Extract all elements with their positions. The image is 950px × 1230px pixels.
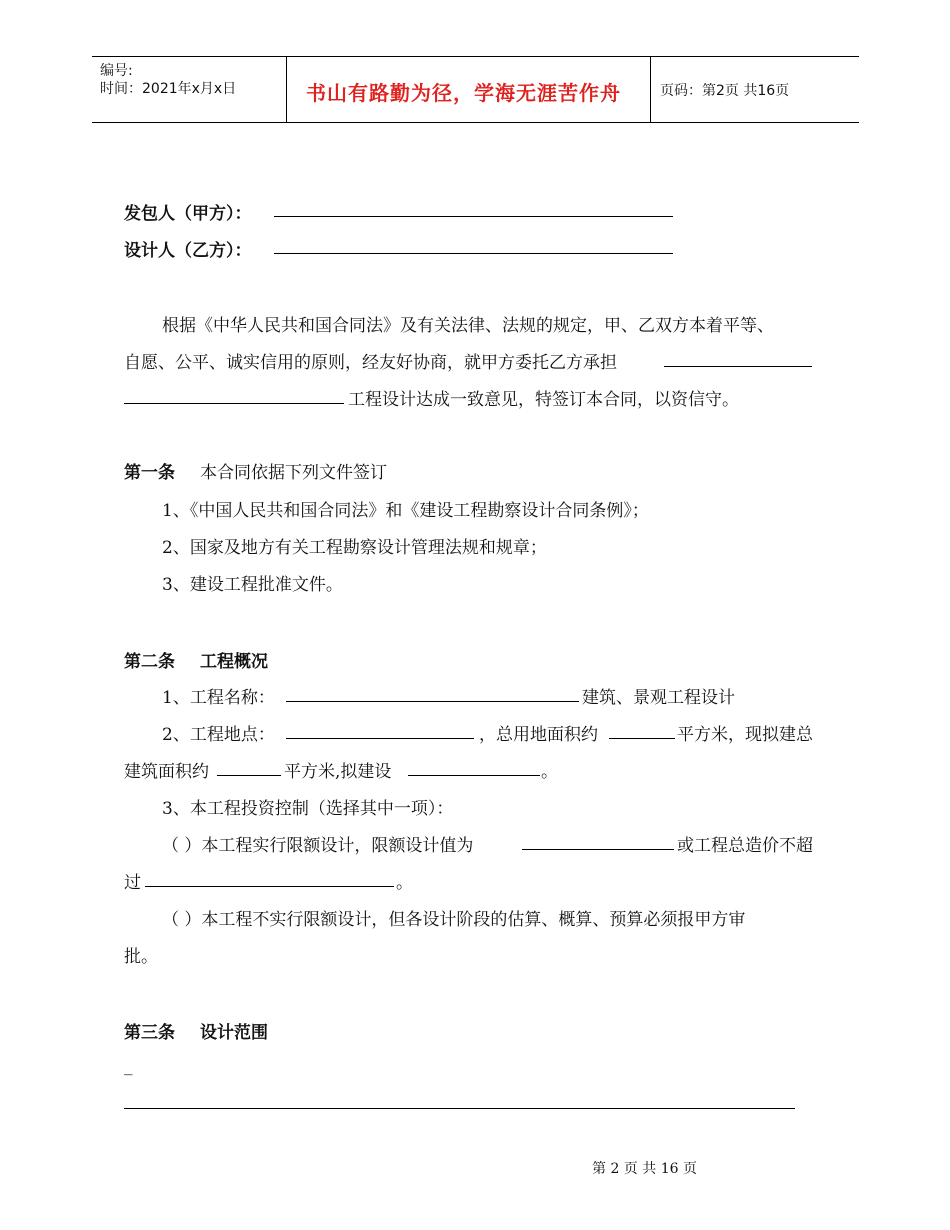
header-page-label: 页码：第2页 共16页 bbox=[660, 83, 790, 99]
land-area-blank bbox=[609, 738, 675, 739]
project-name-label: 1、工程名称： bbox=[162, 688, 275, 708]
project-site-blank bbox=[286, 738, 474, 739]
option-1-line-2-end: 。 bbox=[396, 873, 413, 893]
article-3-title: 第三条 bbox=[124, 1023, 175, 1043]
building-area-label: 建筑面积约 bbox=[124, 762, 209, 782]
intro-line-2: 自愿、公平、诚实信用的原则，经友好协商，就甲方委托乙方承担 bbox=[124, 353, 617, 373]
header-divider-left bbox=[286, 56, 287, 122]
header-bottom-border bbox=[92, 122, 859, 123]
article-2-heading: 工程概况 bbox=[200, 652, 268, 672]
party-a-blank bbox=[274, 216, 673, 217]
article-1-item-3: 3、建设工程批准文件。 bbox=[162, 575, 343, 595]
party-b-blank bbox=[274, 253, 673, 254]
project-name-blank bbox=[286, 701, 579, 702]
party-a-label: 发包人（甲方）： bbox=[124, 204, 252, 224]
article-1-item-2: 2、国家及地方有关工程勘察设计管理法规和规章； bbox=[162, 538, 547, 558]
design-scope-dash: _ bbox=[124, 1056, 133, 1076]
project-name-blank-2 bbox=[124, 403, 344, 404]
land-area-unit: 平方米，现拟建总 bbox=[677, 725, 813, 745]
building-area-unit: 平方米,拟建设 bbox=[284, 762, 392, 782]
option-1-line-1-end: 或工程总造价不超 bbox=[677, 836, 813, 856]
header-motto: 书山有路勤为径，学海无涯苦作舟 bbox=[306, 81, 621, 105]
document-number-label: 编号: bbox=[100, 63, 133, 79]
option-2-line-1: （ ）本工程不实行限额设计，但各设计阶段的估算、概算、预算必须报甲方审 bbox=[162, 910, 746, 930]
article-2-title: 第二条 bbox=[124, 652, 175, 672]
building-area-blank bbox=[217, 775, 281, 776]
party-b-label: 设计人（乙方）： bbox=[124, 241, 252, 261]
construction-blank bbox=[408, 775, 540, 776]
article-3-heading: 设计范围 bbox=[200, 1023, 268, 1043]
total-cost-blank bbox=[145, 886, 394, 887]
project-name-suffix: 建筑、景观工程设计 bbox=[582, 688, 735, 708]
project-name-blank-1 bbox=[664, 366, 812, 367]
limit-value-blank bbox=[522, 849, 674, 850]
article-1-heading: 本合同依据下列文件签订 bbox=[200, 463, 387, 483]
intro-line-1: 根据《中华人民共和国合同法》及有关法律、法规的规定，甲、乙双方本着平等、 bbox=[162, 316, 774, 336]
option-2-line-2: 批。 bbox=[124, 947, 158, 967]
option-1-line-1: （ ）本工程实行限额设计，限额设计值为 bbox=[162, 836, 474, 856]
building-area-end: 。 bbox=[541, 762, 558, 782]
design-scope-blank bbox=[124, 1108, 795, 1109]
document-time-label: 时间：2021年x月x日 bbox=[100, 81, 237, 97]
investment-control-label: 3、本工程投资控制（选择其中一项）： bbox=[162, 799, 454, 819]
article-1-item-1: 1、《中国人民共和国合同法》和《建设工程勘察设计合同条例》； bbox=[162, 501, 649, 521]
project-site-mid: ，总用地面积约 bbox=[479, 725, 598, 745]
article-1-title: 第一条 bbox=[124, 463, 175, 483]
project-site-label: 2、工程地点： bbox=[162, 725, 275, 745]
intro-line-3: 工程设计达成一致意见，特签订本合同，以资信守。 bbox=[348, 390, 739, 410]
footer-page-number: 第 2 页 共 16 页 bbox=[592, 1161, 697, 1177]
header-divider-right bbox=[650, 56, 651, 122]
option-1-line-2: 过 bbox=[124, 873, 141, 893]
header-top-border bbox=[92, 56, 859, 57]
